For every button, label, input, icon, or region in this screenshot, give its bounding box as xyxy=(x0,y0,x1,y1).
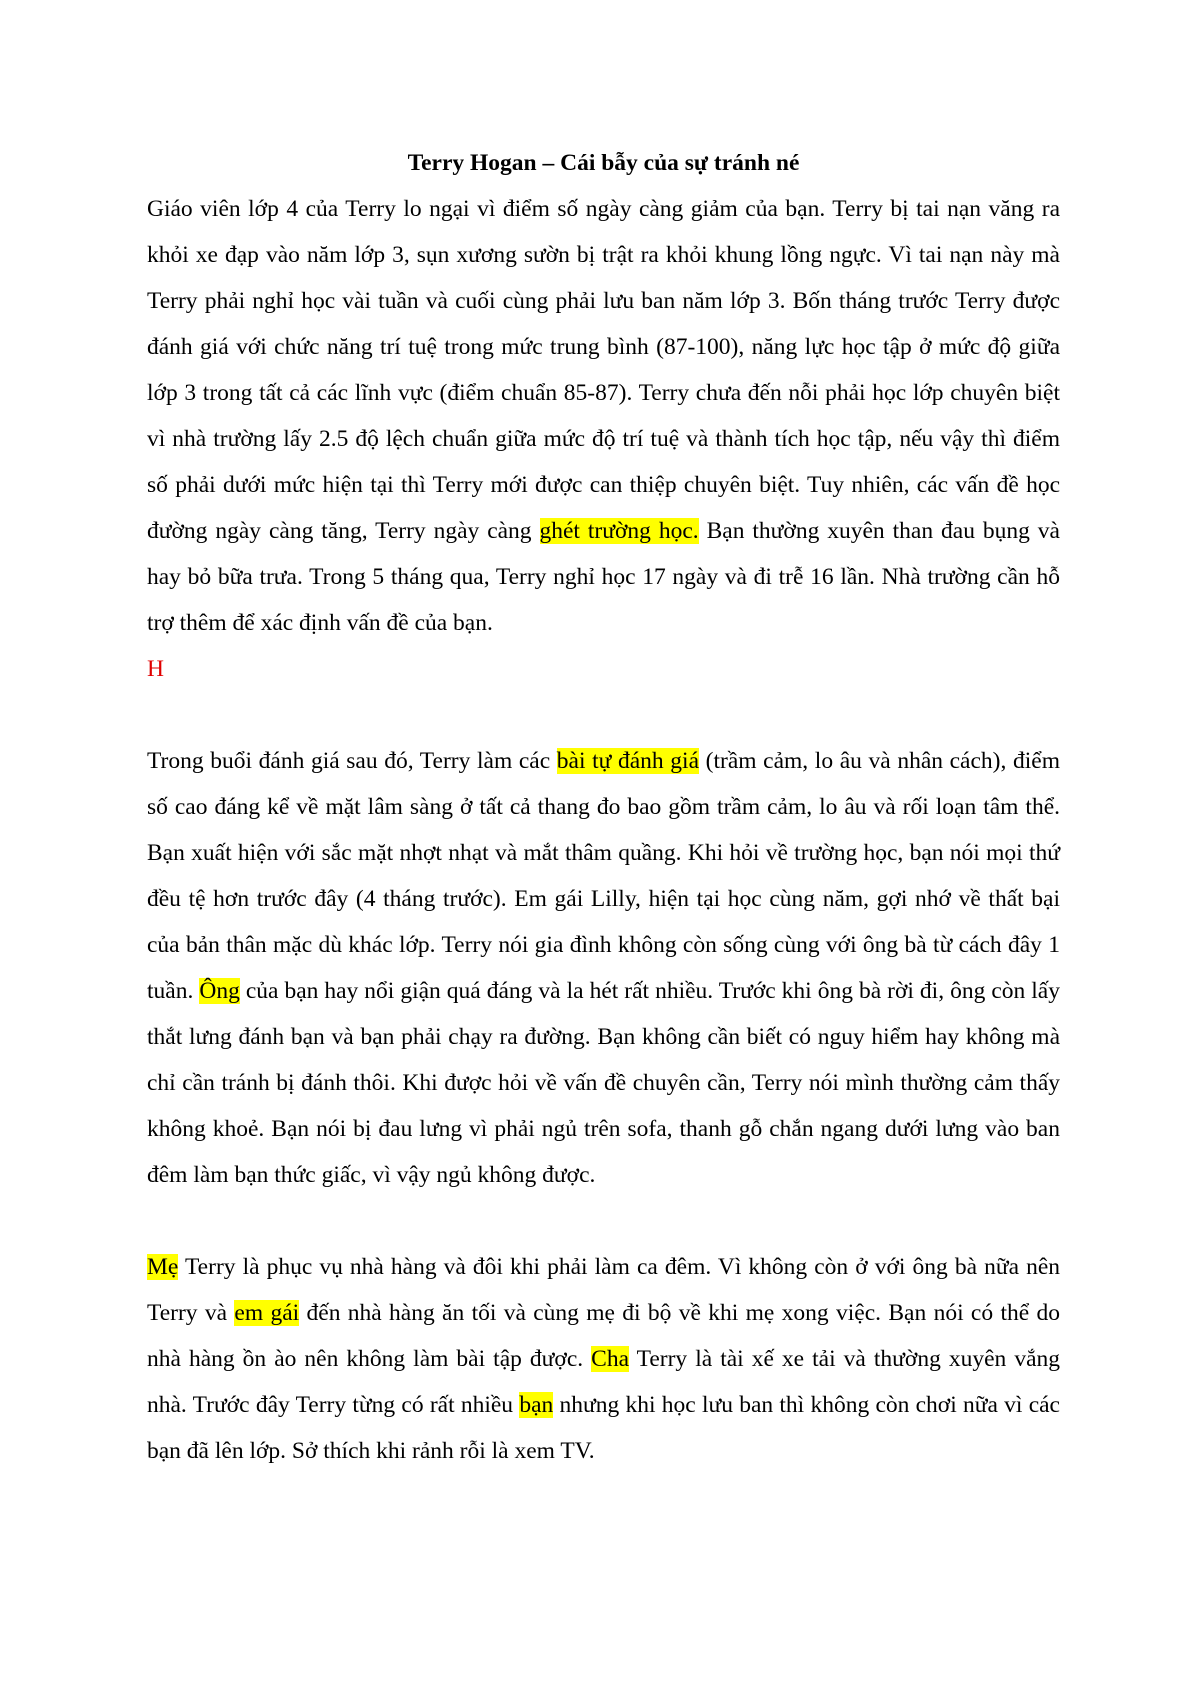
paragraph-3-text-3: Terry là tài xế xe tải và thường xuyên vắng nhà. Trước đây Terry từng có rất nhiều xyxy=(147,1346,1060,1418)
red-marker-letter: H xyxy=(147,656,164,682)
paragraph-3 xyxy=(147,1244,1060,1474)
paragraph-spacer xyxy=(147,1198,1060,1244)
highlight-mother: Mẹ xyxy=(147,1254,179,1280)
paragraph-2 xyxy=(147,738,1060,1198)
paragraph-3-text-2: đến nhà hàng ăn tối và cùng mẹ đi bộ về khi mẹ xong việc. Bạn nói có thể do nhà hàng ồn ào nên không làm bài tập được. xyxy=(147,1300,1060,1372)
paragraph-1 xyxy=(147,186,1060,646)
paragraph-2-text-2: (trầm cảm, lo âu và nhân cách), điểm số cao đáng kể về mặt lâm sàng ở tất cả thang đo bao gồm trầm cảm, lo âu và rối loạn tâm thể. Bạn xuất hiện với sắc mặt nhợt nhạt và mắt thâm quầng. Khi hỏi về trường học, bạn nói mọi thứ đều tệ hơn trước đây (4 tháng trước). Em gái Lilly, hiện tại học cùng năm, gợi nhớ về thất bại của bản thân mặc dù khác lớp. Terry nói gia đình không còn sống cùng với ông bà từ cách đây 1 tuần. xyxy=(147,748,1060,1004)
highlight-grandfather: Ông xyxy=(199,978,240,1004)
highlight-friends: bạn xyxy=(519,1392,554,1418)
highlight-hate-school: ghét trường học. xyxy=(539,518,699,544)
paragraph-1-text-b: Bạn thường xuyên than đau bụng và hay bỏ bữa trưa. Trong 5 tháng qua, Terry nghỉ học 17 ngày và đi trễ 16 lần. Nhà trường cần hỗ trợ thêm để xác định vấn đề của bạn. xyxy=(147,518,1060,636)
paragraph-3-text-4: nhưng khi học lưu ban thì không còn chơi nữa vì các bạn đã lên lớp. Sở thích khi rảnh rỗi là xem TV. xyxy=(147,1392,1060,1464)
paragraph-1-text-a: Giáo viên lớp 4 của Terry lo ngại vì điểm số ngày càng giảm của bạn. Terry bị tai nạn văng ra khỏi xe đạp vào năm lớp 3, sụn xương sườn bị trật ra khỏi khung lồng ngực. Vì tai nạn này mà Terry phải nghỉ học vài tuần và cuối cùng phải lưu ban năm lớp 3. Bốn tháng trước Terry được đánh giá với chức năng trí tuệ trong mức trung bình (87-100), năng lực học tập ở mức độ giữa lớp 3 trong tất cả các lĩnh vực (điểm chuẩn 85-87). Terry chưa đến nỗi phải học lớp chuyên biệt vì nhà trường lấy 2.5 độ lệch chuẩn giữa mức độ trí tuệ và thành tích học tập, nếu vậy thì điểm số phải dưới mức hiện tại thì Terry mới được can thiệp chuyên biệt. Tuy nhiên, các vấn đề học đường ngày càng tăng, Terry ngày càng xyxy=(147,196,1060,544)
highlight-sister: em gái xyxy=(234,1300,300,1326)
paragraph-2-text-1: Trong buổi đánh giá sau đó, Terry làm các xyxy=(147,748,557,774)
paragraph-2-text-3: của bạn hay nổi giận quá đáng và la hét rất nhiều. Trước khi ông bà rời đi, ông còn lấy thắt lưng đánh bạn và bạn phải chạy ra đường. Bạn không cần biết có nguy hiểm hay không mà chỉ cần tránh bị đánh thôi. Khi được hỏi về vấn đề chuyên cần, Terry nói mình thường cảm thấy không khoẻ. Bạn nói bị đau lưng vì phải ngủ trên sofa, thanh gỗ chắn ngang dưới lưng vào ban đêm làm bạn thức giấc, vì vậy ngủ không được. xyxy=(147,978,1060,1188)
highlight-father: Cha xyxy=(591,1346,630,1372)
paragraph-spacer xyxy=(147,692,1060,738)
document-title: Terry Hogan – Cái bẫy của sự tránh né xyxy=(407,150,800,176)
paragraph-3-text-1: Terry là phục vụ nhà hàng và đôi khi phải làm ca đêm. Vì không còn ở với ông bà nữa nên Terry và xyxy=(147,1254,1060,1326)
highlight-self-assessment: bài tự đánh giá xyxy=(556,748,700,774)
document-page xyxy=(147,140,1060,1474)
